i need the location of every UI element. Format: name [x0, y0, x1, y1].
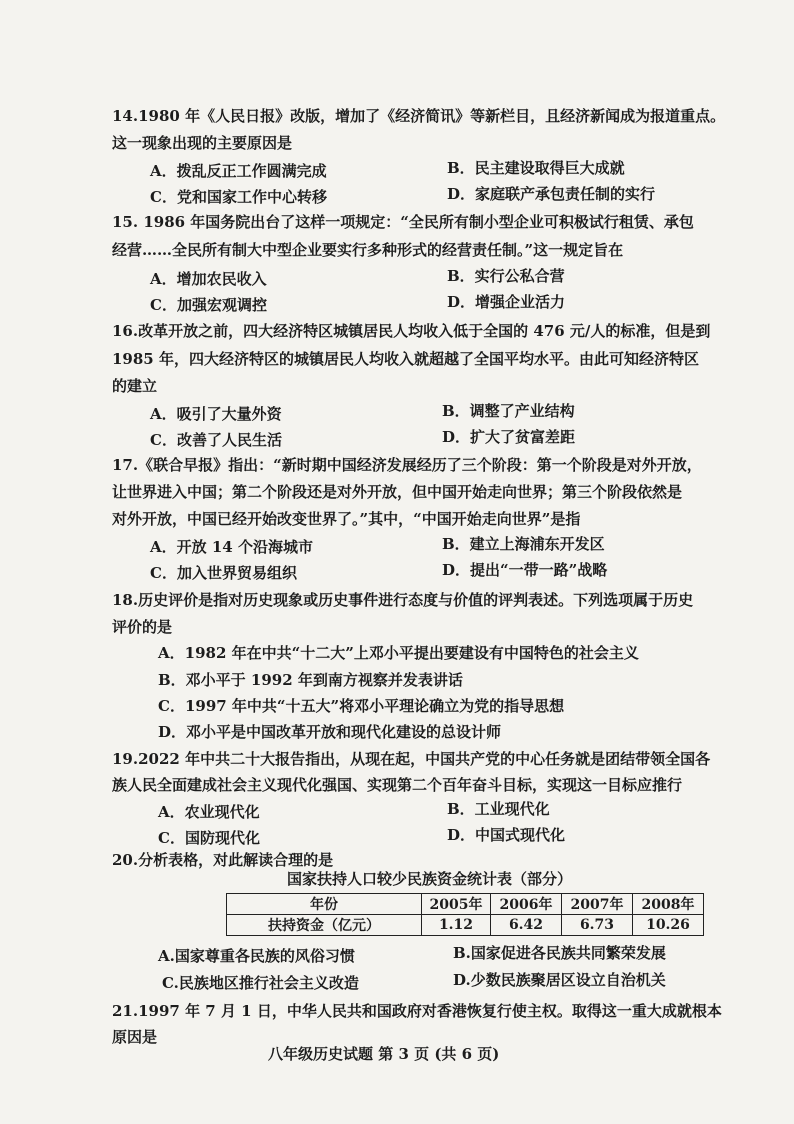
- q16-option-d: D．扩大了贫富差距: [442, 428, 576, 446]
- page-footer: 八年级历史试题 第 3 页 (共 6 页): [268, 1045, 500, 1063]
- q19-option-b: B．工业现代化: [447, 800, 550, 818]
- q18-option-a: A．1982 年在中共“十二大”上邓小平提出要建设有中国特色的社会主义: [158, 644, 639, 662]
- q19-stem-line1: 19.2022 年中共二十大报告指出，从现在起，中国共产党的中心任务就是团结带领全国各: [112, 750, 711, 768]
- table-cell: 1.12: [422, 915, 491, 936]
- q17-option-d: D．提出“一带一路”战略: [442, 561, 608, 579]
- q17-stem-line3: 对外开放，中国已经开始改变世界了。”其中，“中国开始走向世界”是指: [112, 510, 581, 528]
- table-row: [227, 915, 704, 936]
- q18-stem-line2: 评价的是: [112, 618, 173, 636]
- q15-option-d: D．增强企业活力: [447, 293, 566, 311]
- table-header-cell: 年份: [227, 894, 422, 915]
- q14-option-d: D．家庭联产承包责任制的实行: [447, 185, 656, 203]
- table-title: 国家扶持人口较少民族资金统计表（部分）: [287, 870, 573, 888]
- q16-option-c: C．改善了人民生活: [150, 431, 282, 449]
- q15-option-c: C．加强宏观调控: [150, 296, 267, 314]
- q18-stem-line1: 18.历史评价是指对历史现象或历史事件进行态度与价值的评判表述。下列选项属于历史: [112, 591, 694, 609]
- q14-option-b: B．民主建设取得巨大成就: [447, 159, 625, 177]
- q16-option-a: A．吸引了大量外资: [150, 405, 282, 423]
- q20-option-c: C.民族地区推行社会主义改造: [162, 974, 359, 992]
- table-header-row: [227, 894, 704, 915]
- q14-stem-line1: 14.1980 年《人民日报》改版，增加了《经济简讯》等新栏目，且经济新闻成为报道重点。: [112, 107, 726, 125]
- fund-table: [226, 893, 704, 936]
- q14-option-a: A．拨乱反正工作圆满完成: [150, 162, 327, 180]
- q18-option-d: D．邓小平是中国改革开放和现代化建设的总设计师: [158, 723, 502, 741]
- table-cell: 6.73: [562, 915, 633, 936]
- q15-stem-line1: 15. 1986 年国务院出台了这样一项规定：“全民所有制小型企业可积极试行租赁、承包: [112, 213, 694, 231]
- q20-option-d: D.少数民族聚居区设立自治机关: [453, 971, 666, 989]
- q16-stem-line3: 的建立: [112, 377, 158, 395]
- q19-option-a: A．农业现代化: [158, 803, 260, 821]
- q14-option-c: C．党和国家工作中心转移: [150, 188, 327, 206]
- q16-stem-line1: 16.改革开放之前，四大经济特区城镇居民人均收入低于全国的 476 元/人的标准，但是到: [112, 322, 711, 340]
- q20-option-b: B.国家促进各民族共同繁荣发展: [453, 944, 666, 962]
- q14-stem-line2: 这一现象出现的主要原因是: [112, 134, 293, 152]
- q17-stem-line2: 让世界进入中国；第二个阶段还是对外开放，但中国开始走向世界；第三个阶段依然是: [112, 483, 683, 501]
- table-header-cell: 2005年: [422, 894, 491, 915]
- q19-option-d: D．中国式现代化: [447, 826, 566, 844]
- q17-option-c: C．加入世界贸易组织: [150, 564, 297, 582]
- q15-option-b: B．实行公私合营: [447, 267, 565, 285]
- q21-stem-line2: 原因是: [112, 1028, 158, 1046]
- q17-stem-line1: 17.《联合早报》指出：“新时期中国经济发展经历了三个阶段：第一个阶段是对外开放，: [112, 456, 702, 474]
- q17-option-b: B．建立上海浦东开发区: [442, 535, 605, 553]
- q19-option-c: C．国防现代化: [158, 829, 260, 847]
- q18-option-c: C．1997 年中共“十五大”将邓小平理论确立为党的指导思想: [158, 697, 565, 715]
- q21-stem-line1: 21.1997 年 7 月 1 日，中华人民共和国政府对香港恢复行使主权。取得这一重大成就根本: [112, 1002, 722, 1020]
- q17-option-a: A．开放 14 个沿海城市: [150, 538, 313, 556]
- q19-stem-line2: 族人民全面建成社会主义现代化强国、实现第二个百年奋斗目标，实现这一目标应推行: [112, 776, 683, 794]
- table-header-cell: 2007年: [562, 894, 633, 915]
- table-header-cell: 2008年: [633, 894, 704, 915]
- table-cell: 10.26: [633, 915, 704, 936]
- q15-stem-line2: 经营……全民所有制大中型企业要实行多种形式的经营责任制。”这一规定旨在: [112, 241, 624, 259]
- table-cell: 扶持资金（亿元）: [227, 915, 422, 936]
- table-cell: 6.42: [491, 915, 562, 936]
- table-header-cell: 2006年: [491, 894, 562, 915]
- q16-option-b: B．调整了产业结构: [442, 402, 575, 420]
- q18-option-b: B．邓小平于 1992 年到南方视察并发表讲话: [158, 671, 463, 689]
- q16-stem-line2: 1985 年，四大经济特区的城镇居民人均收入就超越了全国平均水平。由此可知经济特区: [112, 350, 699, 368]
- q20-stem: 20.分析表格，对此解读合理的是: [112, 851, 334, 869]
- q20-option-a: A.国家尊重各民族的风俗习惯: [158, 947, 355, 965]
- q15-option-a: A．增加农民收入: [150, 270, 267, 288]
